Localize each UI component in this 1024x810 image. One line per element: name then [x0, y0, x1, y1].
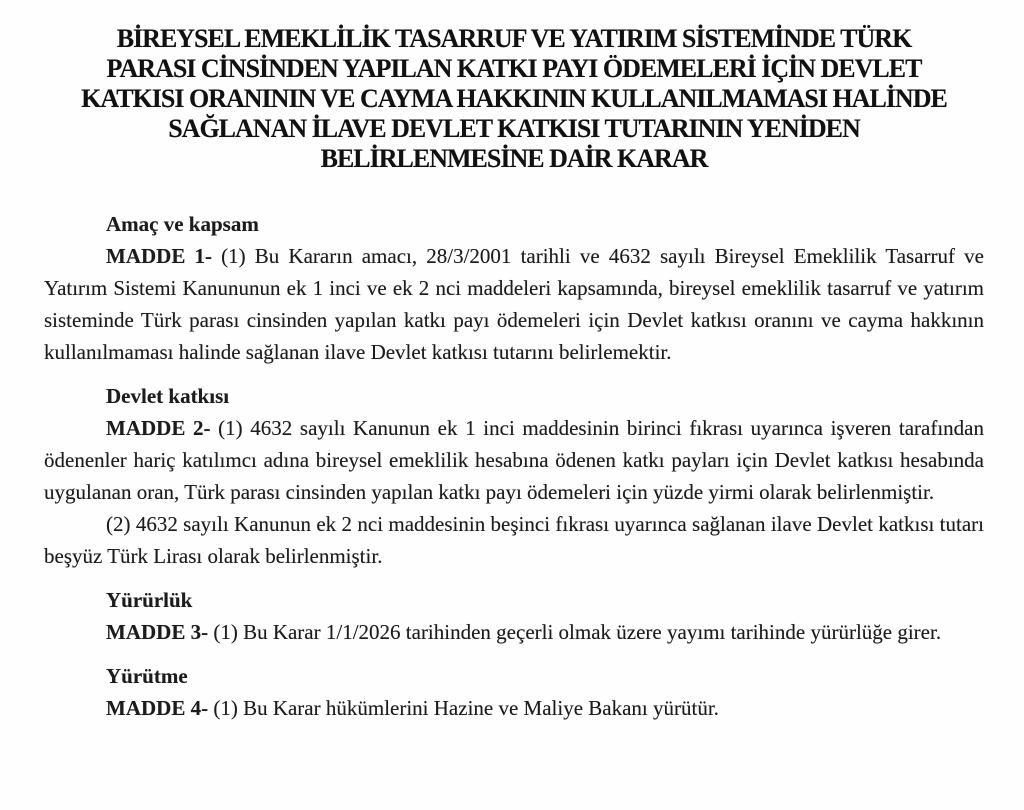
section-devlet-katkisi	[44, 380, 984, 572]
section-heading: Devlet katkısı	[106, 384, 230, 408]
madde-label: MADDE 4-	[106, 696, 209, 720]
paragraph	[44, 240, 984, 368]
section-heading: Amaç ve kapsam	[106, 212, 259, 236]
madde-label: MADDE 2-	[106, 416, 211, 440]
section-heading: Yürütme	[106, 664, 188, 688]
section-heading: Yürürlük	[106, 588, 193, 612]
title-line: SAĞLANAN İLAVE DEVLET KATKISI TUTARININ YENİDEN	[168, 114, 860, 143]
paragraph-text: (2) 4632 sayılı Kanunun ek 2 nci maddesinin beşinci fıkrası uyarınca sağlanan ilave Devlet katkısı tutarı beşyüz Türk Lirası olarak belirlenmiştir.	[44, 512, 984, 568]
section-yurutme	[44, 660, 984, 724]
paragraph	[44, 508, 984, 572]
madde-label: MADDE 3-	[106, 620, 209, 644]
section-amac-ve-kapsam	[44, 208, 984, 368]
title-line: PARASI CİNSİNDEN YAPILAN KATKI PAYI ÖDEMELERİ İÇİN DEVLET	[106, 54, 922, 83]
paragraph-text: (1) Bu Kararın amacı, 28/3/2001 tarihli ve 4632 sayılı Bireysel Emeklilik Tasarruf ve Yatırım Sistemi Kanununun ek 1 inci ve ek 2 nci maddeleri kapsamında, bireysel emeklilik tasarruf ve yatırım sisteminde Türk parası cinsinden yapılan katkı payı ödemeleri için Devlet katkısı oranını ve cayma hakkının kullanılmaması halinde sağlanan ilave Devlet katkısı tutarını belirlemektir.	[44, 244, 985, 364]
section-yururluk	[44, 584, 984, 648]
paragraph	[44, 616, 984, 648]
paragraph-text: (1) 4632 sayılı Kanunun ek 1 inci maddesinin birinci fıkrası uyarınca işveren tarafından ödenenler hariç katılımcı adına bireysel emeklilik hesabına ödenen katkı payları için Devlet katkısı hesabında uygulanan oran, Türk parası cinsinden yapılan katkı payı ödemeleri için yüzde yirmi olarak belirlenmiştir.	[44, 416, 984, 504]
paragraph	[44, 692, 984, 724]
paragraph-text: (1) Bu Karar hükümlerini Hazine ve Maliye Bakanı yürütür.	[213, 696, 719, 720]
title-line: BELİRLENMESİNE DAİR KARAR	[320, 144, 708, 173]
paragraph-text: (1) Bu Karar 1/1/2026 tarihinden geçerli olmak üzere yayımı tarihinde yürürlüğe girer.	[213, 620, 942, 644]
title-line: KATKISI ORANININ VE CAYMA HAKKININ KULLANILMAMASI HALİNDE	[81, 84, 947, 113]
document-title	[44, 24, 984, 174]
title-line: BİREYSEL EMEKLİLİK TASARRUF VE YATIRIM SİSTEMİNDE TÜRK	[116, 24, 912, 53]
paragraph	[44, 412, 984, 508]
madde-label: MADDE 1-	[106, 244, 212, 268]
